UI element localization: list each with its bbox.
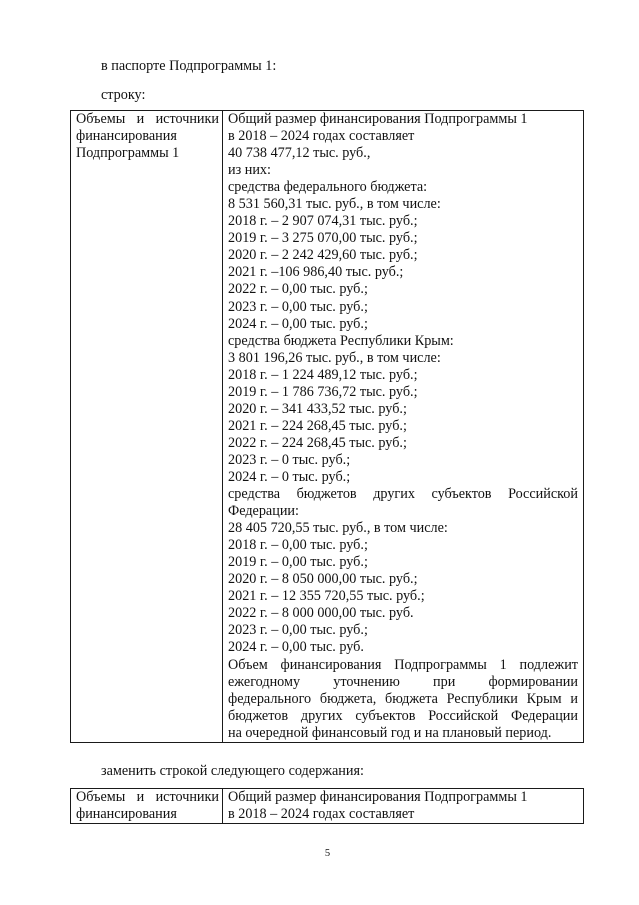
financing-table-new [70,788,584,824]
text-line: 2024 г. – 0 тыс. руб.; [228,468,351,485]
text-line: 2018 г. – 1 224 489,12 тыс. руб.; [228,366,418,383]
text-line: 2021 г. – 224 268,45 тыс. руб.; [228,417,407,434]
table-content-cell [223,111,584,743]
text-line: ежегодному уточнению при формировании [228,673,578,690]
text-line: в 2018 – 2024 годах составляет [228,806,415,823]
content-lines [228,111,578,742]
text-line: 2019 г. – 3 275 070,00 тыс. руб.; [228,230,418,247]
text-line: Объемы и источники [76,789,219,805]
table-content-cell [223,789,584,824]
text-line: 40 738 477,12 тыс. руб., [228,145,371,162]
text-line: Общий размер финансирования Подпрограммы 1 [228,111,528,127]
text-line: федерального бюджета, бюджета Республики Крым и [228,690,578,707]
text-line: на очередной финансовый год и на плановый период. [228,724,552,741]
table-label-cell [71,111,223,743]
text-line: средства федерального бюджета: [228,179,428,196]
text-line: 2022 г. – 224 268,45 тыс. руб.; [228,434,407,451]
content-lines [228,789,578,823]
text-line: 2019 г. – 0,00 тыс. руб.; [228,554,368,571]
text-line: средства бюджета Республики Крым: [228,332,454,349]
table-row [71,789,584,824]
text-line: из них: [228,162,271,179]
text-line: средства бюджетов других субъектов Российской [228,486,578,503]
text-line: 2024 г. – 0,00 тыс. руб.; [228,315,368,332]
text-line: финансирования [76,806,177,823]
text-line: 2023 г. – 0,00 тыс. руб.; [228,298,368,315]
text-line: 8 531 560,31 тыс. руб., в том числе: [228,196,441,213]
label-lines [76,111,219,162]
intro-line-passport: в паспорте Подпрограммы 1: [101,58,277,74]
text-line: бюджетов других субъектов Российской Федерации [228,707,578,724]
text-line: 2023 г. – 0,00 тыс. руб.; [228,622,368,639]
page-number: 5 [324,848,331,859]
text-line: 28 405 720,55 тыс. руб., в том числе: [228,520,448,537]
text-line: 2021 г. –106 986,40 тыс. руб.; [228,264,404,281]
intro-line-row: строку: [101,87,146,103]
text-line: Общий размер финансирования Подпрограммы 1 [228,789,528,805]
text-line: 2022 г. – 0,00 тыс. руб.; [228,281,368,298]
text-line: 2024 г. – 0,00 тыс. руб. [228,639,364,656]
table-label-cell [71,789,223,824]
text-line: 2020 г. – 2 242 429,60 тыс. руб.; [228,247,418,264]
label-lines [76,789,219,823]
text-line: 3 801 196,26 тыс. руб., в том числе: [228,349,441,366]
text-line: 2023 г. – 0 тыс. руб.; [228,451,351,468]
text-line: 2019 г. – 1 786 736,72 тыс. руб.; [228,383,418,400]
text-line: 2020 г. – 8 050 000,00 тыс. руб.; [228,571,418,588]
text-line: финансирования [76,128,177,145]
text-line: Федерации: [228,503,299,520]
financing-table-old [70,110,584,743]
text-line: 2018 г. – 0,00 тыс. руб.; [228,537,368,554]
replace-intro-line: заменить строкой следующего содержания: [101,763,364,779]
text-line: Подпрограммы 1 [76,145,180,162]
text-line: 2020 г. – 341 433,52 тыс. руб.; [228,400,407,417]
table-row [71,111,584,743]
text-line: Объем финансирования Подпрограммы 1 подлежит [228,656,578,673]
text-line: Объемы и источники [76,111,219,127]
text-line: в 2018 – 2024 годах составляет [228,128,415,145]
text-line: 2021 г. – 12 355 720,55 тыс. руб.; [228,588,425,605]
text-line: 2022 г. – 8 000 000,00 тыс. руб. [228,605,414,622]
text-line: 2018 г. – 2 907 074,31 тыс. руб.; [228,213,418,230]
